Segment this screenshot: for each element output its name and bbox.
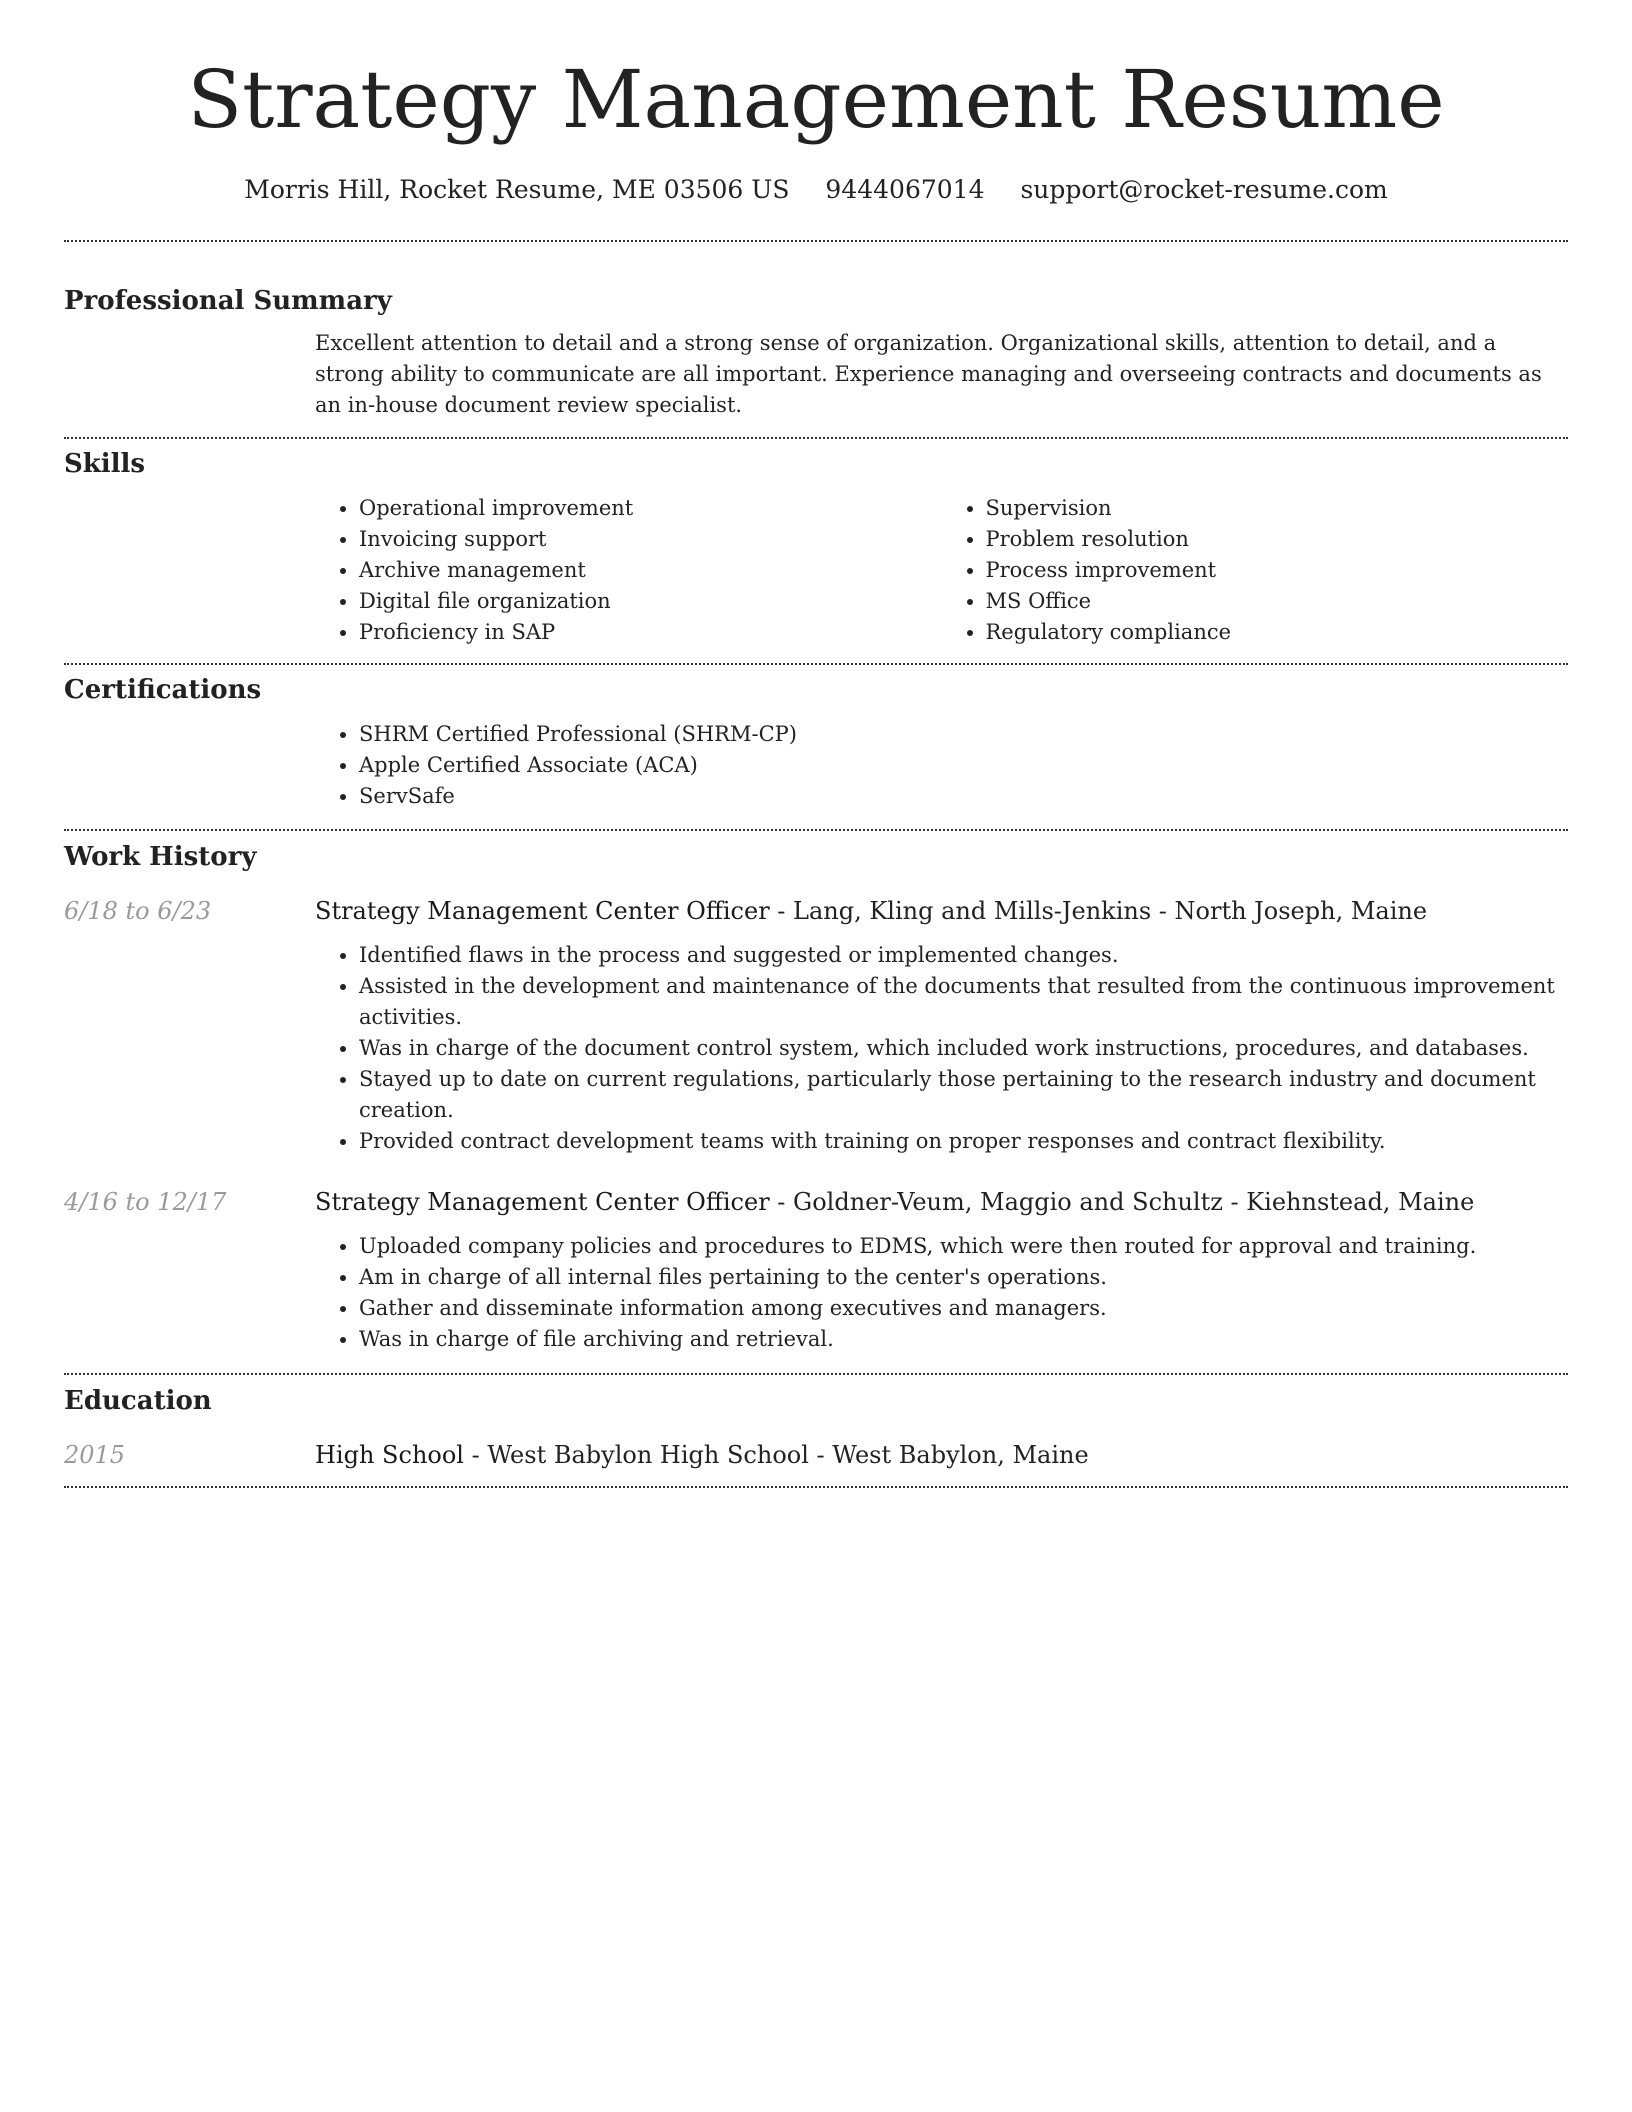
section-heading-skills: Skills bbox=[64, 449, 146, 479]
list-item: • Regulatory compliance bbox=[986, 617, 1569, 648]
list-item: • MS Office bbox=[986, 586, 1569, 617]
divider bbox=[64, 1373, 1568, 1375]
job-bullets bbox=[315, 940, 1568, 1157]
job-entry bbox=[64, 894, 1568, 1157]
job-dates: 6/18 to 6/23 bbox=[64, 897, 212, 925]
divider bbox=[64, 663, 1568, 665]
divider bbox=[64, 437, 1568, 439]
skills-grid bbox=[315, 493, 1568, 648]
list-item: • Provided contract development teams with training on proper responses and contract flexibility. bbox=[359, 1126, 1568, 1157]
job-header bbox=[64, 894, 1568, 928]
section-heading-certifications: Certifications bbox=[64, 675, 262, 705]
job-entry bbox=[64, 1185, 1568, 1355]
summary-section bbox=[64, 284, 1568, 421]
job-title: Strategy Management Center Officer bbox=[315, 897, 770, 925]
list-item: • Proficiency in SAP bbox=[359, 617, 942, 648]
list-item: • Apple Certified Associate (ACA) bbox=[359, 750, 1568, 781]
job-heading bbox=[315, 1185, 1474, 1219]
section-heading-summary: Professional Summary bbox=[64, 286, 392, 316]
job-heading bbox=[315, 894, 1427, 928]
work-history-section bbox=[64, 840, 1568, 1355]
job-employer: - Lang, Kling and Mills-Jenkins - North Joseph, Maine bbox=[769, 897, 1428, 925]
divider bbox=[64, 1486, 1568, 1488]
list-item: • Problem resolution bbox=[986, 524, 1569, 555]
list-item: • Process improvement bbox=[986, 555, 1569, 586]
list-item: • Identified flaws in the process and suggested or implemented changes. bbox=[359, 940, 1568, 971]
list-item: • Supervision bbox=[986, 493, 1569, 524]
certifications-content bbox=[315, 719, 1568, 812]
list-item: • ServSafe bbox=[359, 781, 1568, 812]
education-heading bbox=[315, 1438, 1089, 1472]
skills-list-left bbox=[315, 493, 942, 648]
divider bbox=[64, 829, 1568, 831]
section-heading-work-history: Work History bbox=[64, 842, 257, 872]
contact-line bbox=[64, 174, 1568, 206]
certifications-list bbox=[315, 719, 1568, 812]
education-year: 2015 bbox=[64, 1441, 126, 1469]
contact-phone: 9444067014 bbox=[825, 175, 985, 204]
certifications-section bbox=[64, 673, 1568, 812]
list-item: • Am in charge of all internal files pertaining to the center's operations. bbox=[359, 1262, 1568, 1293]
divider bbox=[64, 240, 1568, 242]
list-item: • Was in charge of file archiving and retrieval. bbox=[359, 1324, 1568, 1355]
skills-section bbox=[64, 447, 1568, 648]
contact-email: support@rocket-resume.com bbox=[1020, 175, 1388, 204]
education-entry bbox=[64, 1438, 1568, 1472]
list-item: • Archive management bbox=[359, 555, 942, 586]
summary-text: Excellent attention to detail and a strong sense of organization. Organizational skills, attention to detail, and a strong ability to communicate are all important. Experience managing and overseeing contracts and documents as an in-house document review specialist. bbox=[315, 331, 1542, 417]
list-item: • Assisted in the development and maintenance of the documents that resulted from the continuous improvement activities. bbox=[359, 971, 1568, 1033]
job-bullets bbox=[315, 1231, 1568, 1355]
list-item: • Stayed up to date on current regulations, particularly those pertaining to the research industry and document creation. bbox=[359, 1064, 1568, 1126]
skills-list-right bbox=[942, 493, 1569, 648]
job-details bbox=[315, 1231, 1568, 1355]
resume-title: Strategy Management Resume bbox=[187, 53, 1445, 146]
job-dates: 4/16 to 12/17 bbox=[64, 1188, 227, 1216]
job-title: Strategy Management Center Officer bbox=[315, 1188, 770, 1216]
contact-address: Morris Hill, Rocket Resume, ME 03506 US bbox=[244, 175, 790, 204]
education-degree: High School bbox=[315, 1441, 464, 1469]
list-item: • Gather and disseminate information among executives and managers. bbox=[359, 1293, 1568, 1324]
list-item: • Was in charge of the document control system, which included work instructions, procedures, and databases. bbox=[359, 1033, 1568, 1064]
education-school: - West Babylon High School - West Babylon, Maine bbox=[463, 1441, 1089, 1469]
list-item: • Operational improvement bbox=[359, 493, 942, 524]
job-header bbox=[64, 1185, 1568, 1219]
list-item: • Digital file organization bbox=[359, 586, 942, 617]
summary-content bbox=[315, 328, 1568, 421]
job-details bbox=[315, 940, 1568, 1157]
section-heading-education: Education bbox=[64, 1386, 212, 1416]
job-employer: - Goldner-Veum, Maggio and Schultz - Kiehnstead, Maine bbox=[769, 1188, 1475, 1216]
list-item: • Uploaded company policies and procedures to EDMS, which were then routed for approval and training. bbox=[359, 1231, 1568, 1262]
list-item: • Invoicing support bbox=[359, 524, 942, 555]
list-item: • SHRM Certified Professional (SHRM-CP) bbox=[359, 719, 1568, 750]
education-section bbox=[64, 1384, 1568, 1472]
